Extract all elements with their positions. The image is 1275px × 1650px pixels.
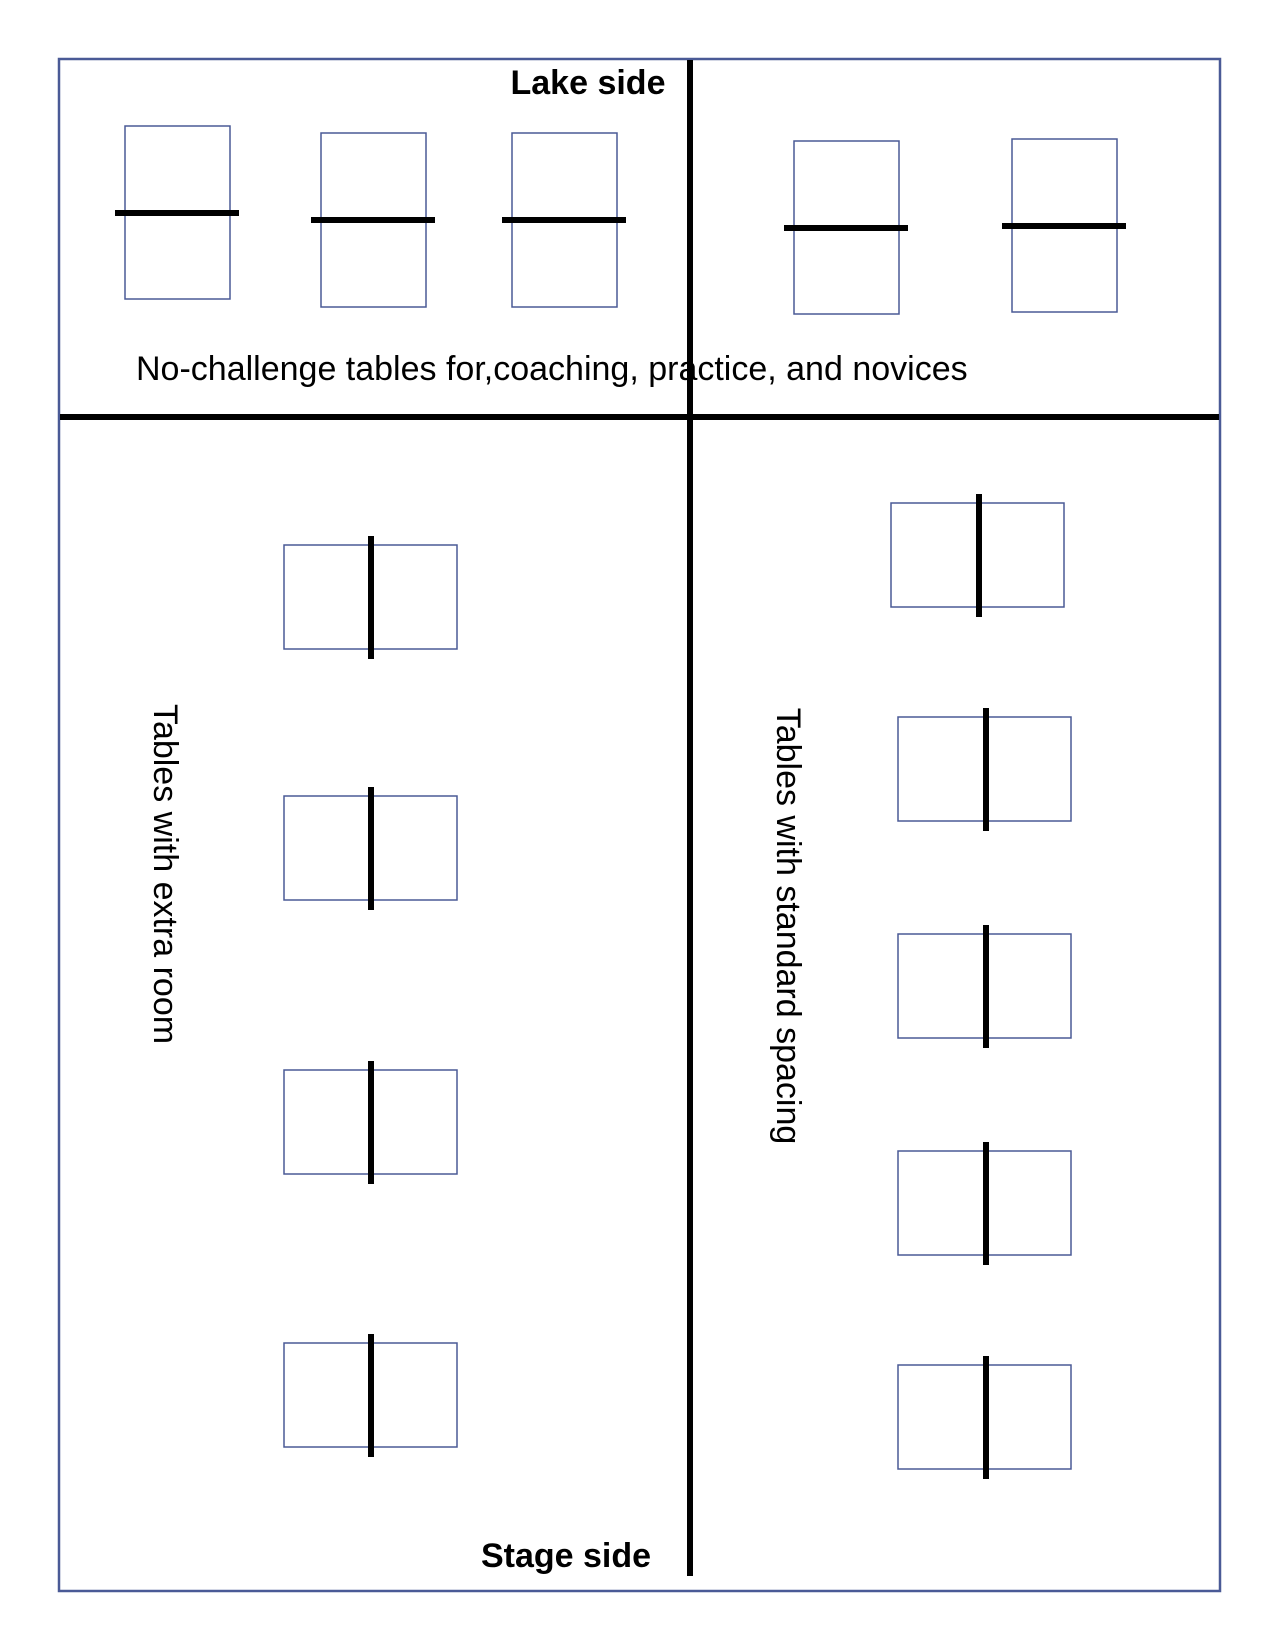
lake-side-label: Lake side <box>510 64 666 102</box>
table <box>284 1334 457 1457</box>
left-zone-tables <box>284 536 457 1457</box>
table <box>784 141 908 314</box>
table <box>284 536 457 659</box>
right-zone-tables <box>891 494 1071 1479</box>
table <box>898 925 1071 1048</box>
left-zone-label: Tables with extra room <box>146 703 184 1045</box>
stage-side-label: Stage side <box>480 1537 652 1575</box>
top-zone-label: No-challenge tables for,coaching, practice, and novices <box>136 350 968 388</box>
table <box>898 1356 1071 1479</box>
right-zone-label: Tables with standard spacing <box>769 707 807 1145</box>
table <box>115 126 239 299</box>
table <box>898 1142 1071 1265</box>
table <box>502 133 626 307</box>
table <box>311 133 435 307</box>
top-zone-tables <box>115 126 1126 314</box>
table <box>284 1061 457 1184</box>
venue-boundary <box>59 59 1220 1591</box>
table <box>284 787 457 910</box>
table <box>891 494 1064 617</box>
table <box>1002 139 1126 312</box>
table <box>898 708 1071 831</box>
